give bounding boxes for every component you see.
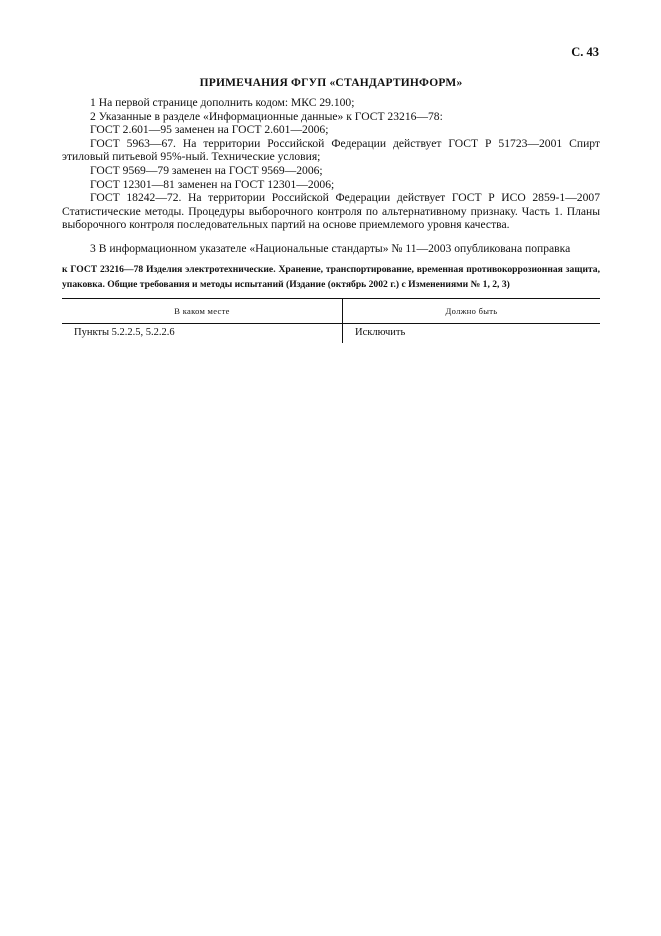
table-header-row — [62, 299, 600, 324]
note-paragraph: ГОСТ 5963—67. На территории Российской Федерации действует ГОСТ Р 51723—2001 Спирт этиловый питьевой 95%-ный. Технические условия; — [62, 136, 600, 164]
amendment-table — [62, 298, 600, 343]
note-paragraph: ГОСТ 2.601—95 заменен на ГОСТ 2.601—2006; — [90, 123, 329, 137]
note-paragraph: ГОСТ 9569—79 заменен на ГОСТ 9569—2006; — [90, 163, 323, 177]
note-paragraph: ГОСТ 12301—81 заменен на ГОСТ 12301—2006; — [90, 177, 335, 191]
column-header-where: В каком месте — [62, 299, 343, 324]
note-paragraph: 3 В информационном указателе «Национальные стандарты» № 11—2003 опубликована поправка — [90, 241, 571, 255]
note-paragraph: ГОСТ 18242—72. На территории Российской Федерации действует ГОСТ Р ИСО 2859-1—2007 Статистические методы. Процедуры выборочного контроля по альтернативному признаку. Часть 1. Планы выборочного контроля последовательных партий на основе приемлемого уровня качества. — [62, 191, 600, 232]
table-cell-should-be: Исключить — [355, 327, 406, 338]
section-title: ПРИМЕЧАНИЯ ФГУП «СТАНДАРТИНФОРМ» — [199, 77, 463, 89]
notes-block — [62, 96, 600, 256]
note-paragraph: 2 Указанные в разделе «Информационные данные» к ГОСТ 23216—78: — [90, 109, 443, 123]
page-number: С. 43 — [571, 45, 599, 59]
note-paragraph: 1 На первой странице дополнить кодом: МКС 29.100; — [90, 96, 355, 109]
amendment-title: к ГОСТ 23216—78 Изделия электротехнические. Хранение, транспортирование, временная противокоррозионная защита, упаковка. Общие требования и методы испытаний (Издание (октябрь 2002 г.) с Изменениями № 1, 2, 3) — [62, 264, 600, 290]
column-header-should-be: Должно быть — [343, 299, 601, 324]
table-row — [62, 324, 600, 344]
table-cell-where: Пункты 5.2.2.5, 5.2.2.6 — [62, 324, 343, 344]
